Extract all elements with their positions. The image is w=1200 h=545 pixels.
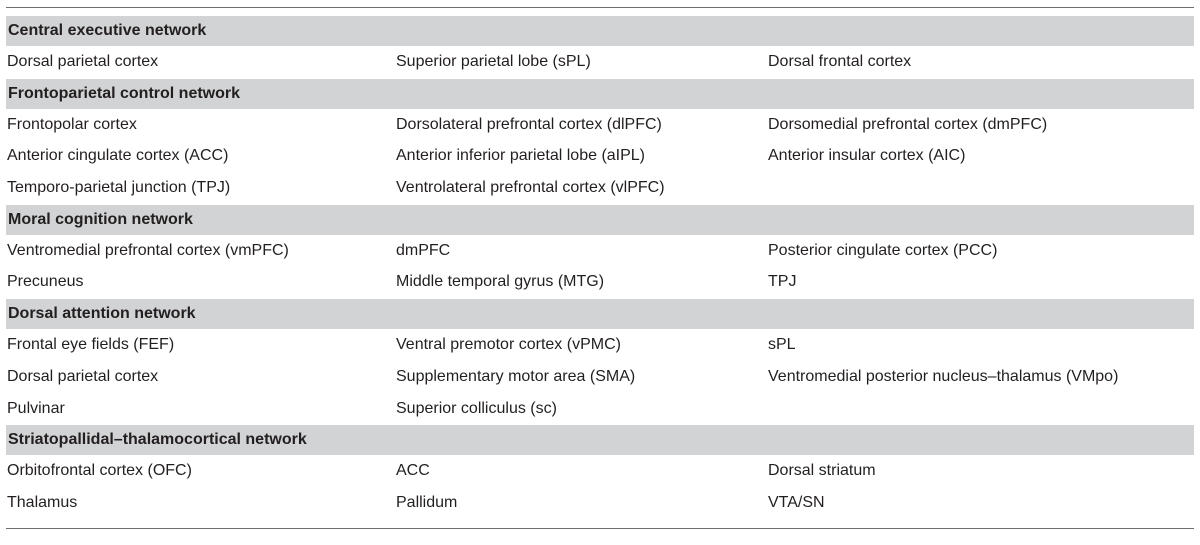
table-cell: Ventromedial posterior nucleus–thalamus (VMpo) bbox=[768, 367, 1119, 385]
table-cell: Posterior cingulate cortex (PCC) bbox=[768, 241, 998, 259]
table-cell: Dorsal parietal cortex bbox=[7, 367, 159, 385]
section-header: Frontoparietal control network bbox=[6, 79, 1194, 109]
table-top-rule bbox=[6, 7, 1194, 8]
table-cell: Pallidum bbox=[396, 493, 458, 511]
table-row bbox=[6, 46, 1194, 78]
table-cell: Dorsal parietal cortex bbox=[7, 53, 159, 70]
table-cell: Dorsolateral prefrontal cortex (dlPFC) bbox=[396, 115, 662, 133]
table-cell: Dorsal striatum bbox=[768, 462, 876, 480]
brain-network-table bbox=[6, 7, 1194, 529]
table-row bbox=[6, 329, 1194, 361]
table-cell: VTA/SN bbox=[768, 493, 825, 511]
table-cell: Thalamus bbox=[7, 493, 78, 511]
section-header: Moral cognition network bbox=[6, 205, 1194, 235]
table-row bbox=[6, 361, 1194, 393]
table-cell: Temporo-parietal junction (TPJ) bbox=[7, 179, 231, 197]
table-cell: Frontopolar cortex bbox=[7, 115, 137, 133]
table-cell: Anterior cingulate cortex (ACC) bbox=[7, 147, 229, 165]
table-cell: Orbitofrontal cortex (OFC) bbox=[7, 462, 192, 480]
table-row bbox=[6, 140, 1194, 172]
table-row bbox=[6, 266, 1194, 298]
table-cell: Frontal eye fields (FEF) bbox=[7, 336, 175, 354]
section-header: Striatopallidal–thalamocortical network bbox=[6, 425, 1194, 455]
table-cell: Dorsal frontal cortex bbox=[768, 53, 912, 70]
table-row bbox=[6, 455, 1194, 487]
table-row bbox=[6, 393, 1194, 425]
table-cell: Pulvinar bbox=[7, 399, 65, 417]
table-row bbox=[6, 172, 1194, 204]
table-cell: TPJ bbox=[768, 273, 797, 291]
section-header: Dorsal attention network bbox=[6, 299, 1194, 329]
table-row bbox=[6, 235, 1194, 267]
table-cell: Ventrolateral prefrontal cortex (vlPFC) bbox=[396, 179, 665, 197]
section-header: Central executive network bbox=[6, 16, 1194, 46]
table-bottom-rule bbox=[6, 528, 1194, 529]
table-cell: dmPFC bbox=[396, 241, 451, 259]
table-cell: Superior parietal lobe (sPL) bbox=[396, 53, 591, 70]
table-cell: Supplementary motor area (SMA) bbox=[396, 367, 636, 385]
table-cell: Dorsomedial prefrontal cortex (dmPFC) bbox=[768, 115, 1048, 133]
table-cell: Anterior insular cortex (AIC) bbox=[768, 147, 966, 165]
table-cell: Anterior inferior parietal lobe (aIPL) bbox=[396, 147, 646, 165]
table-cell: Ventromedial prefrontal cortex (vmPFC) bbox=[7, 241, 289, 259]
table-row bbox=[6, 487, 1194, 519]
table-cell: ACC bbox=[396, 462, 430, 480]
table-cell: Ventral premotor cortex (vPMC) bbox=[396, 336, 621, 354]
table-row bbox=[6, 109, 1194, 141]
table-cell: Superior colliculus (sc) bbox=[396, 399, 557, 417]
table-cell: Middle temporal gyrus (MTG) bbox=[396, 273, 605, 291]
table-cell: Precuneus bbox=[7, 273, 84, 291]
table-cell: sPL bbox=[768, 336, 796, 354]
